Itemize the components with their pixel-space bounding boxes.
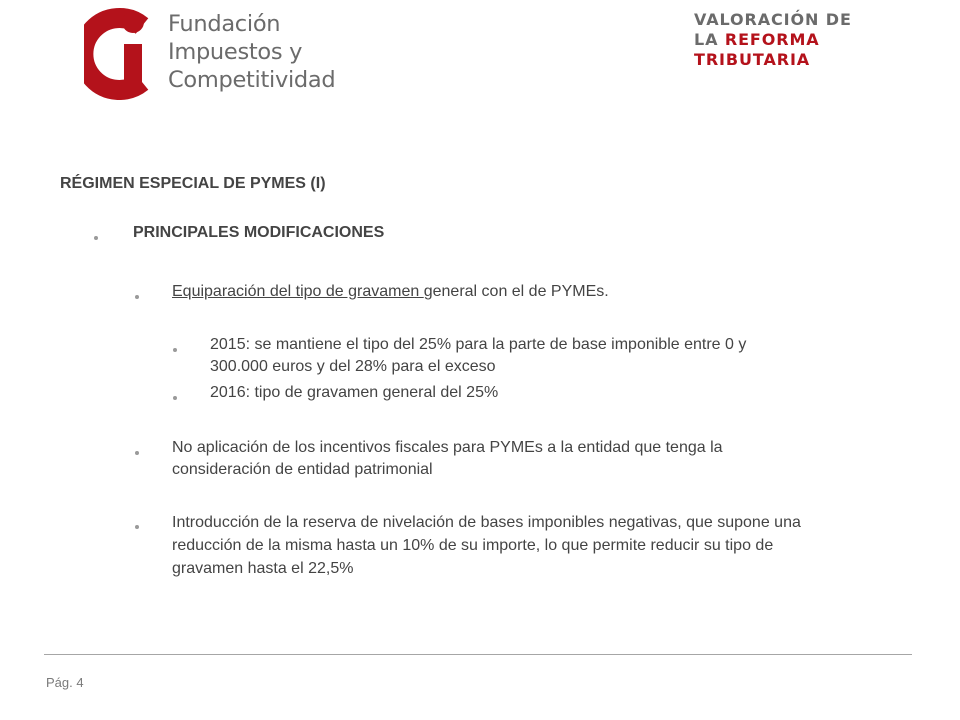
list-item-reserva-line-1: Introducción de la reserva de nivelación de bases imponibles negativas, que supone una — [172, 514, 801, 531]
list-item-reserva-line-3: gravamen hasta el 22,5% — [172, 560, 354, 577]
list-item-equiparacion-underlined: Equiparación del tipo de gravamen — [172, 283, 424, 300]
bullet-dot-icon — [135, 451, 139, 455]
logo-line-1: Fundación — [168, 11, 281, 37]
list-item-2015-line-1: 2015: se mantiene el tipo del 25% para la parte de base imponible entre 0 y — [210, 336, 747, 353]
list-item-2015 — [210, 334, 746, 378]
list-item-reserva-line-2: reducción de la misma hasta un 10% de su importe, lo que permite reducir su tipo de — [172, 537, 774, 554]
section-heading: RÉGIMEN ESPECIAL DE PYMES (I) — [60, 175, 326, 192]
bullet-dot-icon — [135, 525, 139, 529]
document-title-line-3: TRIBUTARIA — [694, 50, 811, 69]
logo-line-2: Impuestos y — [168, 39, 303, 65]
foundation-logo — [84, 4, 334, 100]
list-item-equiparacion — [172, 281, 609, 303]
ci-logo-mark-icon — [84, 4, 164, 100]
level1-heading-label: PRINCIPALES MODIFICACIONES — [133, 224, 385, 241]
logo-line-3: Competitividad — [168, 67, 336, 93]
list-item-reserva — [172, 511, 801, 580]
list-item-equiparacion-rest: general con el de PYMEs. — [423, 283, 609, 300]
list-item-no-aplicacion — [172, 437, 723, 481]
logo-wordmark — [168, 10, 335, 94]
bullet-dot-icon — [135, 295, 139, 299]
level1-heading — [133, 222, 384, 244]
document-title-prefix: LA — [694, 30, 725, 49]
document-title-highlight: REFORMA — [724, 30, 820, 49]
document-title-line-1: VALORACIÓN DE — [694, 10, 852, 29]
bullet-dot-icon — [94, 236, 98, 240]
bullet-dot-icon — [173, 396, 177, 400]
document-title — [694, 10, 852, 70]
list-item-no-aplicacion-line-2: consideración de entidad patrimonial — [172, 461, 433, 478]
page-number: Pág. 4 — [46, 675, 84, 690]
document-title-line-2 — [694, 30, 852, 50]
list-item-2016: 2016: tipo de gravamen general del 25% — [210, 384, 499, 401]
bullet-dot-icon — [173, 348, 177, 352]
footer-divider — [44, 654, 912, 655]
list-item-2015-line-2: 300.000 euros y del 28% para el exceso — [210, 358, 496, 375]
list-item-no-aplicacion-line-1: No aplicación de los incentivos fiscales para PYMEs a la entidad que tenga la — [172, 439, 723, 456]
